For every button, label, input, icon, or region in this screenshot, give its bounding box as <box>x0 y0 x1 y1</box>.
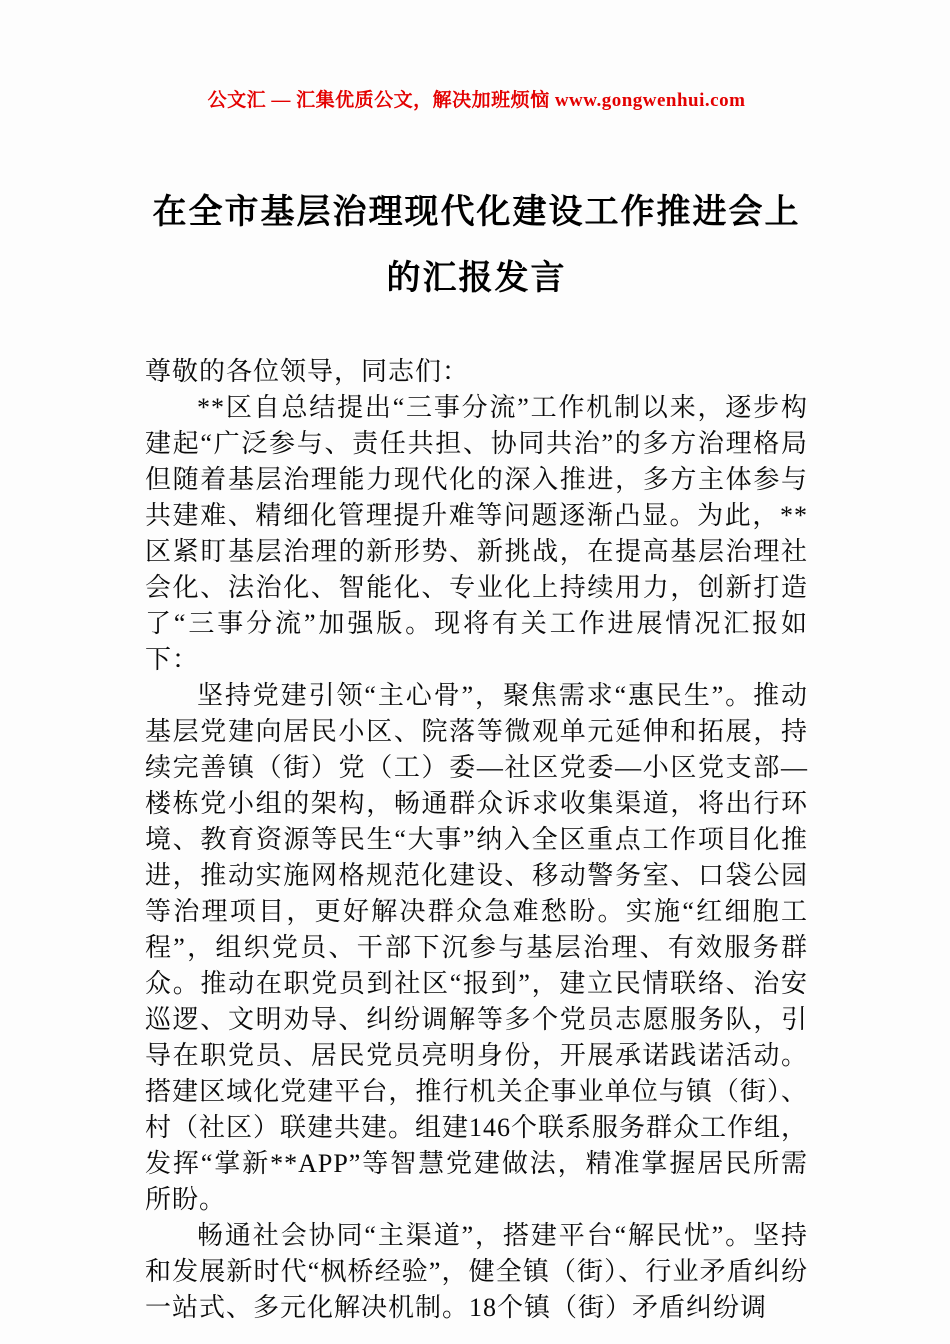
site-banner: 公文汇 — 汇集优质公文，解决加班烦恼 www.gongwenhui.com <box>207 90 746 111</box>
paragraph-social-coordination: 畅通社会协同“主渠道”，搭建平台“解民忧”。坚持和发展新时代“枫桥经验”，健全镇（街）、行业矛盾纠纷一站式、多元化解决机制。18个镇（街）矛盾纠纷调 <box>145 1221 808 1322</box>
paragraph-party-building: 坚持党建引领“主心骨”，聚焦需求“惠民生”。推动基层党建向居民小区、院落等微观单元延伸和拓展，持续完善镇（街）党（工）委—社区党委—小区党支部—楼栋党小组的架构，畅通群众诉求收集渠道，将出行环境、教育资源等民生“大事”纳入全区重点工作项目化推进，推动实施网格规范化建设、移动警务室、口袋公园等治理项目，更好解决群众急难愁盼。实施“红细胞工程”，组织党员、干部下沉参与基层治理、有效服务群众。推动在职党员到社区“报到”，建立民情联络、治安巡逻、文明劝导、纠纷调解等多个党员志愿服务队，引导在职党员、居民党员亮明身份，开展承诺践诺活动。搭建区域化党建平台，推行机关企事业单位与镇（街）、村（社区）联建共建。组建146个联系服务群众工作组，发挥“掌新**APP”等智慧党建做法，精准掌握居民所需所盼。 <box>145 681 809 1214</box>
salutation-line: 尊敬的各位领导，同志们： <box>145 357 470 386</box>
document-title: 在全市基层治理现代化建设工作推进会上的汇报发言 <box>152 194 801 297</box>
paragraph-intro: **区自总结提出“三事分流”工作机制以来，逐步构建起“广泛参与、责任共担、协同共治”的多方治理格局但随着基层治理能力现代化的深入推进，多方主体参与共建难、精细化管理提升难等问题逐渐凸显。为此，**区紧盯基层治理的新形势、新挑战，在提高基层治理社会化、法治化、智能化、专业化上持续用力，创新打造了“三事分流”加强版。现将有关工作进展情况汇报如下： <box>145 393 808 674</box>
document-body <box>145 354 808 1326</box>
